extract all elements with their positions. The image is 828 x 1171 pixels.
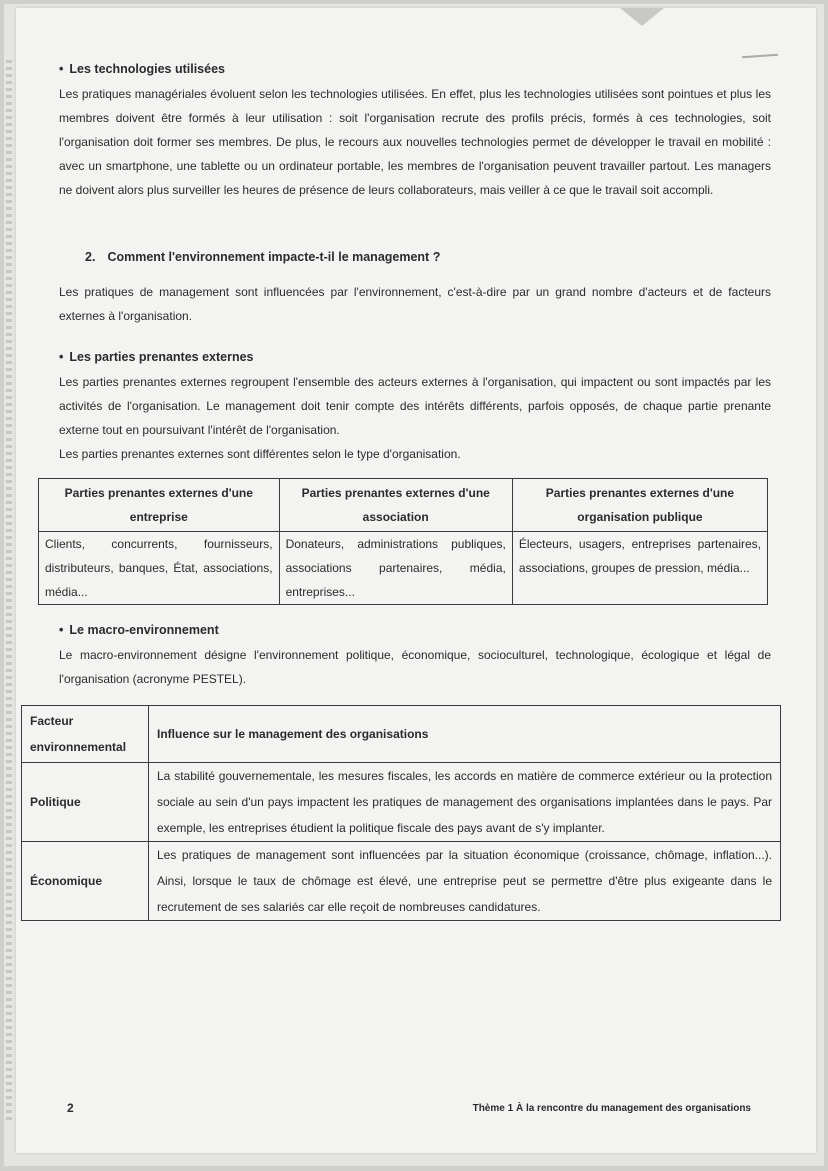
table-header-row	[22, 706, 781, 763]
table-cell: Clients, concurrents, fournisseurs, distributeurs, banques, État, associations, média...	[39, 532, 280, 605]
section-number: 2.	[85, 250, 96, 264]
table-header-row	[39, 479, 768, 532]
bullet-icon: •	[59, 62, 64, 76]
section-title-text: Comment l'environnement impacte-t-il le management ?	[107, 250, 441, 264]
table-row	[22, 842, 781, 921]
heading-text: Les parties prenantes externes	[69, 350, 254, 364]
table-cell-factor: Économique	[22, 842, 149, 921]
table-cell: Donateurs, administrations publiques, associations partenaires, média, entreprises...	[279, 532, 512, 605]
table-cell-factor: Politique	[22, 763, 149, 842]
heading-macro	[59, 623, 771, 637]
table-header: Parties prenantes externes d'une entreprise	[39, 479, 280, 532]
sleeve-notch	[620, 8, 664, 26]
table-header: Parties prenantes externes d'une association	[279, 479, 512, 532]
table-cell-influence: La stabilité gouvernementale, les mesures fiscales, les accords en matière de commerce extérieur ou la protection sociale au sein d'un pays impactent les pratiques de management des organisations implantées dans le pays. Par exemple, les entreprises étudient la politique fiscale des pays avant de s'y implanter.	[149, 763, 781, 842]
heading-technologies	[59, 62, 771, 76]
heading-parties	[59, 350, 771, 364]
paragraph-intro: Les pratiques de management sont influencées par l'environnement, c'est-à-dire par un grand nombre d'acteurs et de facteurs externes à l'organisation.	[59, 285, 771, 323]
bullet-icon: •	[59, 350, 64, 364]
table-header: Influence sur le management des organisations	[149, 706, 781, 763]
table-cell-influence: Les pratiques de management sont influencées par la situation économique (croissance, chômage, inflation...). Ainsi, lorsque le taux de chômage est élevé, une entreprise peut se permettre d'être plus exigeante dans le recrutement de ses salariés car elle reçoit de nombreuses candidatures.	[149, 842, 781, 921]
footer-theme: Thème 1 À la rencontre du management des organisations	[472, 1103, 751, 1114]
table-pestel	[21, 705, 781, 921]
binder-holes	[6, 60, 12, 1120]
page-number: 2	[67, 1101, 74, 1115]
section-2-title	[85, 250, 771, 264]
bullet-icon: •	[59, 623, 64, 637]
table-row	[39, 532, 768, 605]
table-row	[22, 763, 781, 842]
paragraph-macro: Le macro-environnement désigne l'environnement politique, économique, socioculturel, technologique, écologique et légal de l'organisation (acronyme PESTEL).	[59, 648, 771, 686]
table-parties-prenantes	[38, 478, 768, 605]
paragraph-parties-1: Les parties prenantes externes regroupent l'ensemble des acteurs externes à l'organisation, qui impactent ou sont impactés par les activités de l'organisation. Le management doit tenir compte des intérêts différents, parfois opposés, de chaque partie prenante externe tout en poursuivant l'intérêt de l'organisation.	[59, 375, 771, 437]
heading-text: Le macro-environnement	[69, 623, 219, 637]
table-header: Facteur environnemental	[22, 706, 149, 763]
heading-text: Les technologies utilisées	[69, 62, 225, 76]
paragraph-parties-2: Les parties prenantes externes sont différentes selon le type d'organisation.	[59, 447, 461, 461]
table-header: Parties prenantes externes d'une organisation publique	[512, 479, 767, 532]
page-content	[30, 62, 772, 921]
table-cell: Électeurs, usagers, entreprises partenaires, associations, groupes de pression, média...	[512, 532, 767, 605]
paragraph-technologies: Les pratiques managériales évoluent selon les technologies utilisées. En effet, plus les technologies utilisées sont pointues et plus les membres doivent être formés à leur utilisation : soit l'organisation recrute des profils précis, formés à ces technologies, soit l'organisation doit former ses membres. De plus, le recours aux nouvelles technologies permet de développer le travail en mobilité : avec un smartphone, une tablette ou un ordinateur portable, les membres de l'organisation peuvent travailler partout. Les managers ne doivent alors plus surveiller les heures de présence de leurs collaborateurs, mais veiller à ce que le travail soit accompli.	[59, 87, 771, 197]
